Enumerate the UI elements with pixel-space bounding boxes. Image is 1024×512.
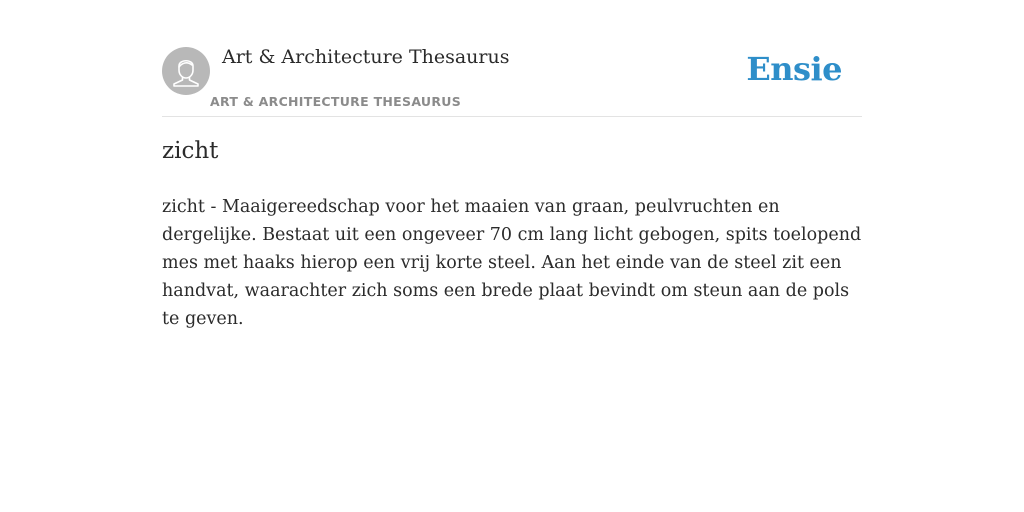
author-name-link[interactable]: Art & Architecture Thesaurus bbox=[222, 46, 510, 68]
user-icon bbox=[162, 47, 210, 95]
avatar[interactable] bbox=[162, 47, 210, 95]
header bbox=[162, 44, 862, 117]
author-subtitle: ART & ARCHITECTURE THESAURUS bbox=[210, 94, 462, 109]
article-body: zicht - Maaigereedschap voor het maaien van graan, peulvruchten en dergelijke. Bestaat uit een ongeveer 70 cm lang licht gebogen, spits toelopend mes met haaks hierop een vrij korte steel. Aan het einde van de steel zit een handvat, waarachter zich soms een brede plaat bevindt om steun aan de pols te geven. bbox=[162, 197, 862, 329]
article-title: zicht bbox=[162, 138, 219, 164]
brand-logo-link[interactable]: Ensie bbox=[746, 50, 842, 88]
